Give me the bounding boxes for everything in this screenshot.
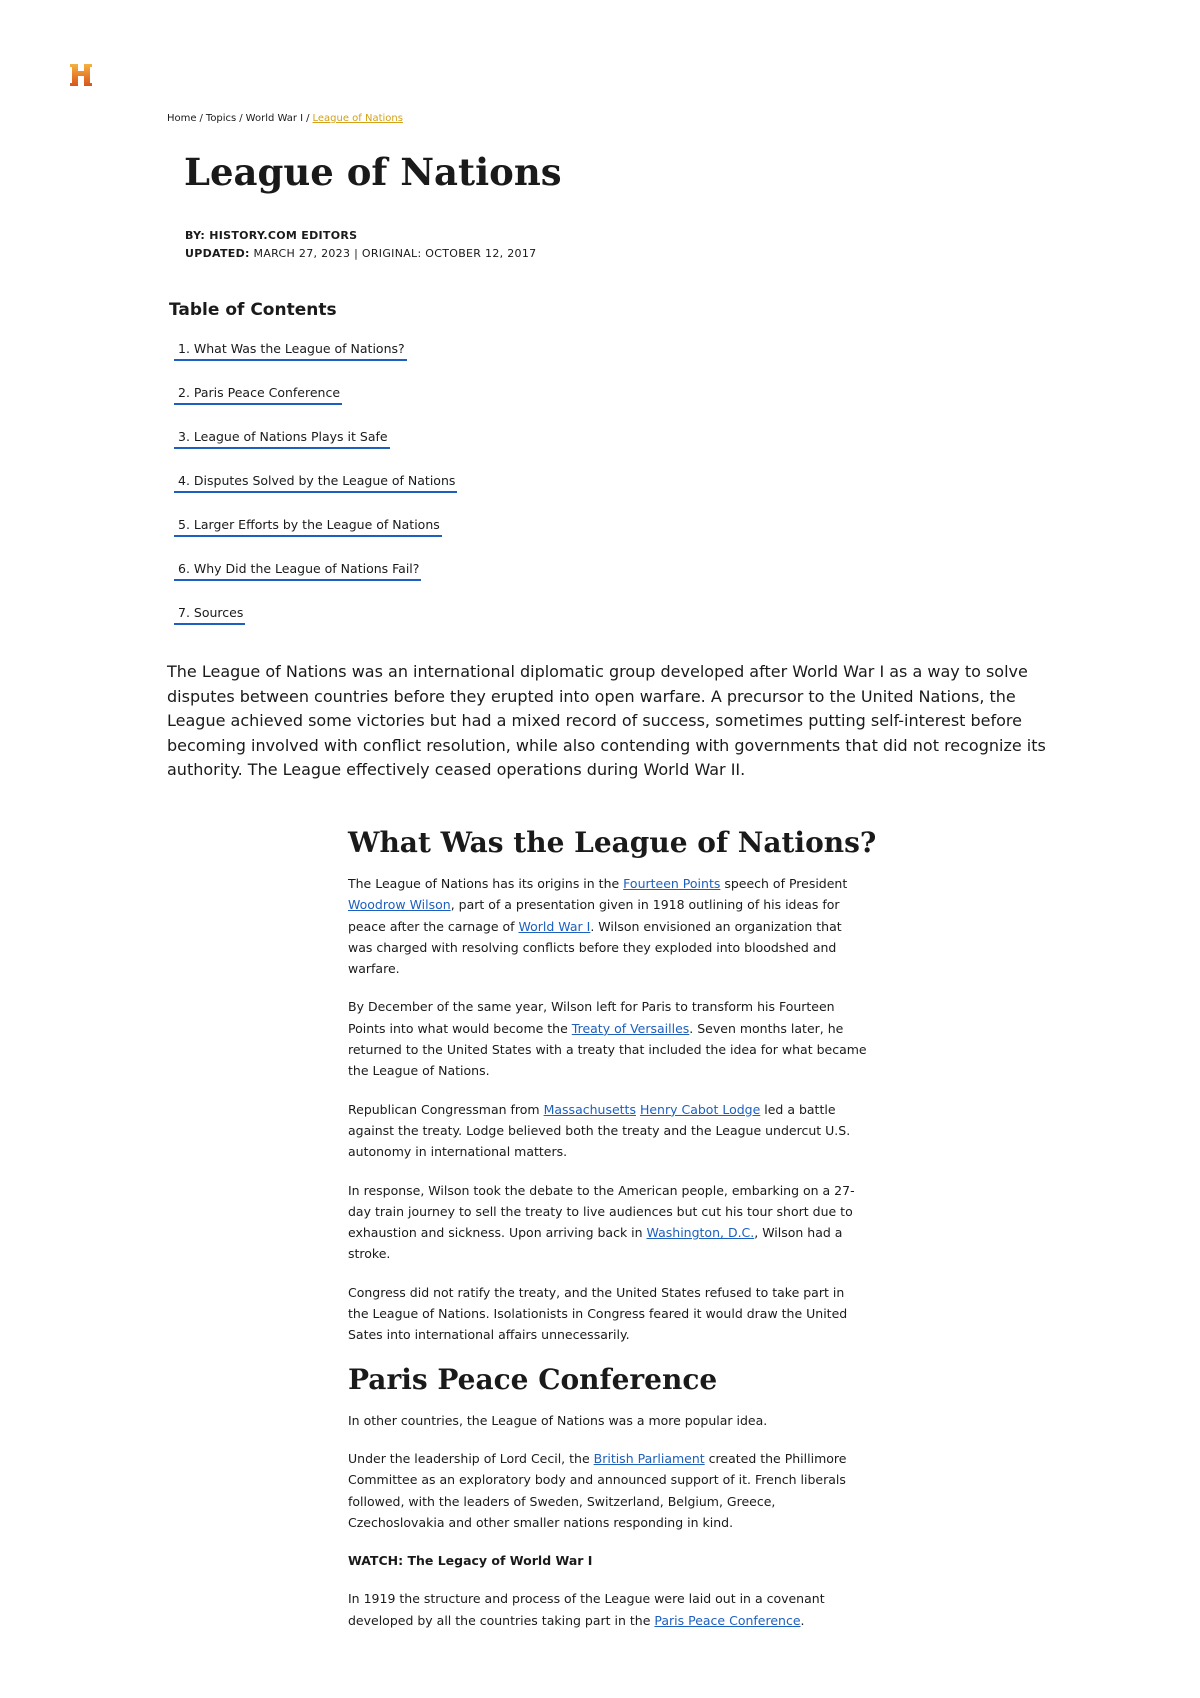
- toc-item: [174, 382, 457, 426]
- link-fourteen-points[interactable]: Fourteen Points: [623, 876, 721, 891]
- text: The League of Nations has its origins in the: [348, 876, 624, 891]
- link-washington-dc[interactable]: Washington, D.C.: [646, 1225, 755, 1241]
- toc-item: [174, 558, 457, 602]
- text: Republican Congressman from: [348, 1101, 544, 1117]
- paragraph: [348, 996, 868, 1081]
- link-world-war-i[interactable]: World War I: [518, 918, 591, 934]
- link-henry-cabot-lodge[interactable]: Henry Cabot Lodge: [639, 1101, 761, 1117]
- breadcrumb-separator: /: [306, 113, 310, 124]
- link-paris-peace-conference[interactable]: Paris Peace Conference: [654, 1612, 801, 1628]
- paragraph: [348, 1588, 868, 1631]
- intro-paragraph: The League of Nations was an international diplomatic group developed after World War I as a way to solve disputes between countries before they erupted into open warfare. A precursor to the United Nations, the League achieved some victories but had a mixed record of success, sometimes putting self-interest before becoming involved with conflict resolution, while also contending with governments that did not recognize its authority. The League effectively ceased operations during World War II.: [167, 662, 1046, 779]
- watch-callout: WATCH: The Legacy of World War I: [348, 1553, 593, 1569]
- link-treaty-of-versailles[interactable]: Treaty of Versailles: [571, 1020, 690, 1036]
- breadcrumb: [167, 113, 403, 124]
- paragraph: [348, 1180, 868, 1265]
- text: created the Phillimore Committee as an exploratory body and announced support of it. French liberals followed, with the leaders of Sweden, Switzerland, Belgium, Greece, Czechoslovakia and other smaller nations responding in kind.: [348, 1450, 847, 1530]
- original-date: OCTOBER 12, 2017: [425, 247, 537, 260]
- toc-link-what-was-league[interactable]: 1. What Was the League of Nations?: [174, 339, 407, 361]
- date-line: [185, 245, 536, 263]
- updated-date: MARCH 27, 2023: [253, 247, 351, 260]
- toc-link-larger-efforts[interactable]: 5. Larger Efforts by the League of Nations: [174, 515, 442, 537]
- paragraph: [348, 873, 868, 979]
- breadcrumb-separator: /: [199, 113, 203, 124]
- paragraph: [348, 1448, 868, 1533]
- paragraph: Congress did not ratify the treaty, and the United States refused to take part in the League of Nations. Isolationists in Congress feared it would draw the United Sates into international affairs unnecessarily.: [348, 1284, 848, 1343]
- original-label: ORIGINAL:: [361, 247, 422, 260]
- date-divider: |: [354, 247, 359, 260]
- toc-item: [174, 470, 457, 514]
- section-heading-paris-peace-conference: Paris Peace Conference: [348, 1362, 718, 1396]
- toc-link-plays-it-safe[interactable]: 3. League of Nations Plays it Safe: [174, 427, 390, 449]
- breadcrumb-home[interactable]: Home: [167, 113, 197, 124]
- text: By December of the same year, Wilson left for Paris to transform his Fourteen Points into what would become the: [348, 999, 835, 1036]
- breadcrumb-separator: /: [239, 113, 243, 124]
- breadcrumb-current[interactable]: League of Nations: [312, 113, 403, 124]
- toc-item: [174, 426, 457, 470]
- toc-link-sources[interactable]: 7. Sources: [174, 603, 245, 625]
- link-british-parliament[interactable]: British Parliament: [593, 1450, 705, 1466]
- toc-item: [174, 338, 457, 382]
- paragraph: [348, 1099, 868, 1163]
- text: led a battle against the treaty. Lodge believed both the treaty and the League undercut U.S. autonomy in international matters.: [348, 1101, 851, 1160]
- breadcrumb-topics[interactable]: Topics: [205, 113, 237, 124]
- text: .: [800, 1612, 805, 1628]
- toc-link-paris-peace-conference[interactable]: 2. Paris Peace Conference: [174, 383, 342, 405]
- toc-link-disputes-solved[interactable]: 4. Disputes Solved by the League of Nations: [174, 471, 457, 493]
- toc-item: [174, 602, 457, 646]
- article-byline: [185, 227, 536, 263]
- article-body: [348, 826, 877, 1648]
- text: . Wilson envisioned an organization that was charged with resolving conflicts before they exploded into bloodshed and warfare.: [348, 918, 842, 977]
- breadcrumb-world-war-i[interactable]: World War I: [245, 113, 304, 124]
- updated-label: UPDATED:: [185, 247, 250, 260]
- text: speech of President: [720, 876, 848, 891]
- toc-link-why-fail[interactable]: 6. Why Did the League of Nations Fail?: [174, 559, 421, 581]
- text: In response, Wilson took the debate to the American people, embarking on a 27-day train journey to sell the treaty to live audiences but cut his tour short due to exhaustion and sickness. Upon arriving back in: [348, 1182, 855, 1241]
- paragraph: In other countries, the League of Nations was a more popular idea.: [348, 1412, 768, 1428]
- text: Under the leadership of Lord Cecil, the: [348, 1450, 594, 1466]
- toc-item: [174, 514, 457, 558]
- page-title: League of Nations: [184, 150, 562, 194]
- section-heading-what-was-league: What Was the League of Nations?: [348, 826, 877, 859]
- toc-heading: Table of Contents: [169, 300, 337, 320]
- history-logo-icon[interactable]: [68, 62, 94, 88]
- author-line: BY: HISTORY.COM EDITORS: [185, 229, 358, 242]
- link-woodrow-wilson[interactable]: Woodrow Wilson: [348, 897, 451, 913]
- text: , Wilson had a stroke.: [348, 1225, 843, 1262]
- table-of-contents: [174, 338, 457, 646]
- text: , part of a presentation given in 1918 outlining of his ideas for peace after the carnage of: [348, 897, 840, 934]
- text: . Seven months later, he returned to the United States with a treaty that included the idea for what became the League of Nations.: [348, 1020, 867, 1079]
- text: In 1919 the structure and process of the League were laid out in a covenant developed by all the countries taking part in the: [348, 1591, 825, 1628]
- link-massachusetts[interactable]: Massachusetts: [543, 1101, 636, 1117]
